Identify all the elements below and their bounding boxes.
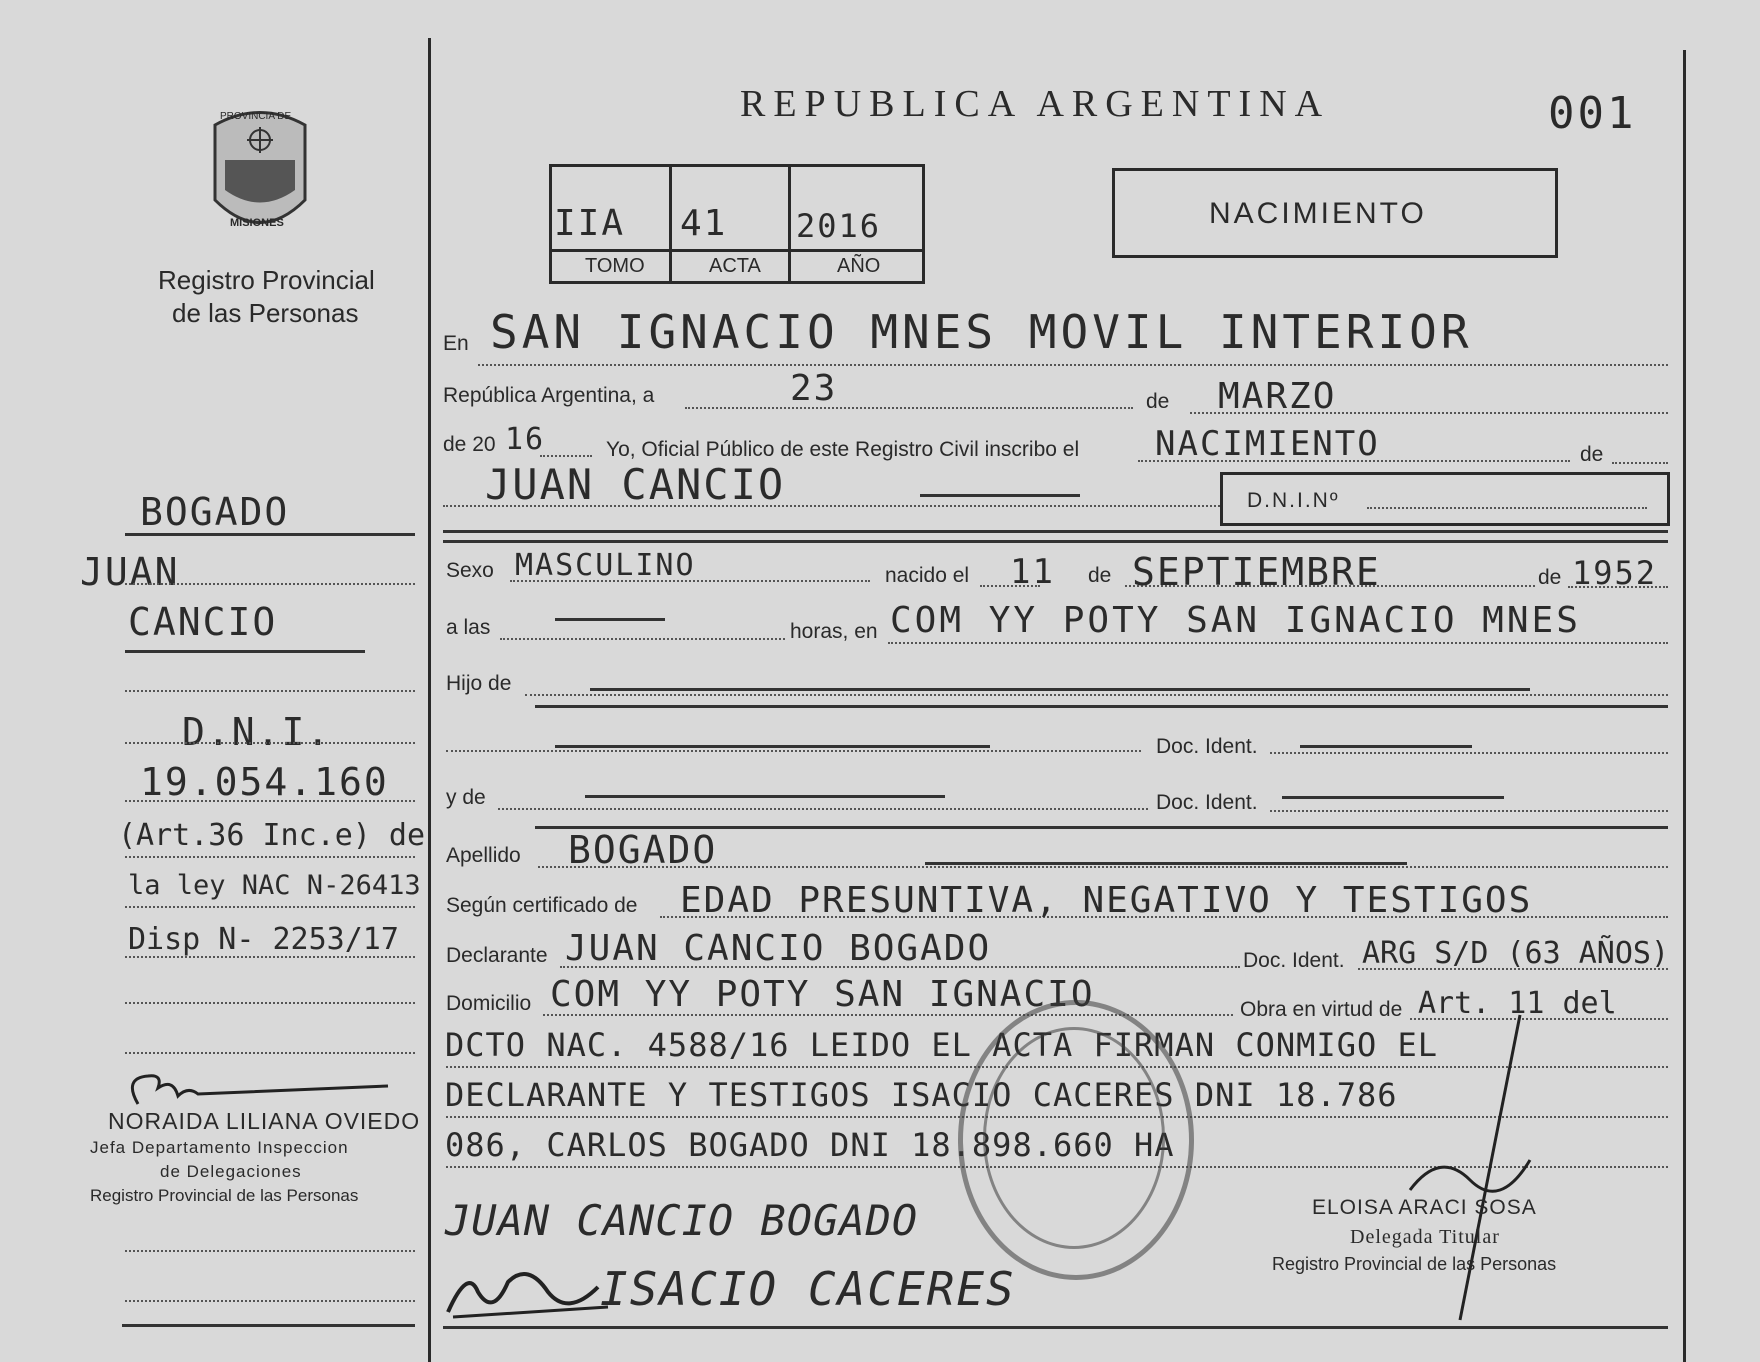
sidebar-name2: CANCIO xyxy=(128,600,278,644)
sidebar-disp: Disp N- 2253/17 xyxy=(128,922,399,957)
birth-day: 11 xyxy=(1010,552,1055,592)
declarante-value: JUAN CANCIO BOGADO xyxy=(565,928,992,969)
year-suffix: 16 xyxy=(505,422,546,457)
registry-title-line1: Registro Provincial xyxy=(158,265,375,295)
person-value: JUAN CANCIO xyxy=(485,460,786,509)
certificado-value: EDAD PRESUNTIVA, NEGATIVO Y TESTIGOS xyxy=(680,880,1533,921)
republica-label: República Argentina, a xyxy=(443,384,655,407)
sidebar-signer-role3: Registro Provincial de las Personas xyxy=(90,1186,359,1205)
sidebar-name1: JUAN xyxy=(80,550,180,594)
oficial-text: Yo, Oficial Público de este Registro Civil inscribo el xyxy=(606,438,1080,461)
doc-ident-label-2: Doc. Ident. xyxy=(1156,791,1258,814)
nacido-label: nacido el xyxy=(885,564,970,587)
text-line-a: DCTO NAC. 4588/16 LEIDO EL ACTA FIRMAN CONMIGO EL xyxy=(445,1026,1439,1064)
a-las-label: a las xyxy=(446,616,491,639)
country-title: REPUBLICA ARGENTINA xyxy=(740,83,1331,125)
sidebar-signer-name: NORAIDA LILIANA OVIEDO xyxy=(108,1108,421,1134)
sidebar-signer-role1: Jefa Departamento Inspeccion xyxy=(90,1138,349,1157)
obra-label: Obra en virtud de xyxy=(1240,998,1403,1021)
document-type-box xyxy=(1112,168,1558,258)
sexo-label: Sexo xyxy=(446,559,494,582)
official-role2: Registro Provincial de las Personas xyxy=(1272,1254,1557,1274)
birth-de-1: de xyxy=(1088,564,1112,587)
inscribe-value: NACIMIENTO xyxy=(1155,424,1380,464)
anio-label: AÑO xyxy=(837,255,881,277)
en-value: SAN IGNACIO MNES MOVIL INTERIOR xyxy=(490,305,1473,359)
day-value: 23 xyxy=(790,368,838,409)
official-name: ELOISA ARACI SOSA xyxy=(1312,1196,1537,1219)
sexo-value: MASCULINO xyxy=(515,548,696,583)
month-value: MARZO xyxy=(1218,376,1337,417)
official-role1: Delegada Titular xyxy=(1350,1226,1500,1248)
y-de-label: y de xyxy=(446,786,486,809)
dni-box xyxy=(1220,472,1670,526)
doc-ident-label-1: Doc. Ident. xyxy=(1156,735,1258,758)
acta-value: 41 xyxy=(680,203,728,244)
sidebar-surname: BOGADO xyxy=(140,490,290,534)
right-border xyxy=(1683,50,1686,1362)
apellido-label: Apellido xyxy=(446,844,521,867)
signature-scribble xyxy=(438,1262,618,1322)
tomo-label: TOMO xyxy=(585,255,645,277)
hijo-label: Hijo de xyxy=(446,672,512,695)
apellido-value: BOGADO xyxy=(568,828,718,872)
sidebar-law-line2: la ley NAC N-26413 xyxy=(128,870,421,901)
seal-text-bottom: MISIONES xyxy=(230,217,284,229)
registry-box xyxy=(549,164,925,284)
acta-label: ACTA xyxy=(709,255,761,277)
de-label-1: de xyxy=(1146,390,1170,413)
registry-title-line2: de las Personas xyxy=(172,298,359,328)
declarante-label: Declarante xyxy=(446,944,548,967)
certificado-label: Según certificado de xyxy=(446,894,638,917)
sidebar-dni-number: 19.054.160 xyxy=(140,760,389,804)
birth-month: SEPTIEMBRE xyxy=(1132,550,1381,594)
dni-box-label: D.N.I.Nº xyxy=(1247,489,1340,512)
birth-year: 1952 xyxy=(1572,554,1658,592)
anio-value: 2016 xyxy=(796,207,882,245)
place-value: COM YY POTY SAN IGNACIO MNES xyxy=(890,600,1581,641)
en-label: En xyxy=(443,332,469,355)
official-stamp xyxy=(958,1000,1194,1280)
doc-ident-label-3: Doc. Ident. xyxy=(1243,949,1345,972)
de-label-2: de xyxy=(1580,443,1604,466)
certificate-number: 001 xyxy=(1548,88,1637,139)
obra-value: Art. 11 del xyxy=(1418,986,1617,1021)
sidebar-dni-label: D.N.I. xyxy=(182,710,332,754)
signature-declarante: JUAN CANCIO BOGADO xyxy=(445,1196,919,1245)
year-prefix: de 20 xyxy=(443,433,496,456)
official-signature xyxy=(1400,1010,1550,1330)
tomo-value: IIA xyxy=(554,203,626,244)
sidebar-law-line1: (Art.36 Inc.e) de xyxy=(118,818,426,853)
declarante-doc: ARG S/D (63 AÑOS) xyxy=(1362,936,1670,971)
domicilio-value: COM YY POTY SAN IGNACIO xyxy=(550,974,1095,1015)
horas-label: horas, en xyxy=(790,620,878,643)
text-line-b: DECLARANTE Y TESTIGOS ISACIO CACERES DNI 18.786 xyxy=(445,1076,1398,1114)
domicilio-label: Domicilio xyxy=(446,992,532,1015)
sidebar-divider xyxy=(428,38,431,1362)
text-line-c: 086, CARLOS BOGADO DNI 18.898.660 HA xyxy=(445,1126,1175,1164)
signature-testigo: ISACIO CACERES xyxy=(600,1262,1016,1316)
seal-text-top: PROVINCIA DE xyxy=(220,111,292,122)
province-seal xyxy=(200,105,320,240)
birth-de-2: de xyxy=(1538,566,1562,589)
document-type: NACIMIENTO xyxy=(1209,197,1427,230)
sidebar-signer-role2: de Delegaciones xyxy=(160,1162,302,1181)
